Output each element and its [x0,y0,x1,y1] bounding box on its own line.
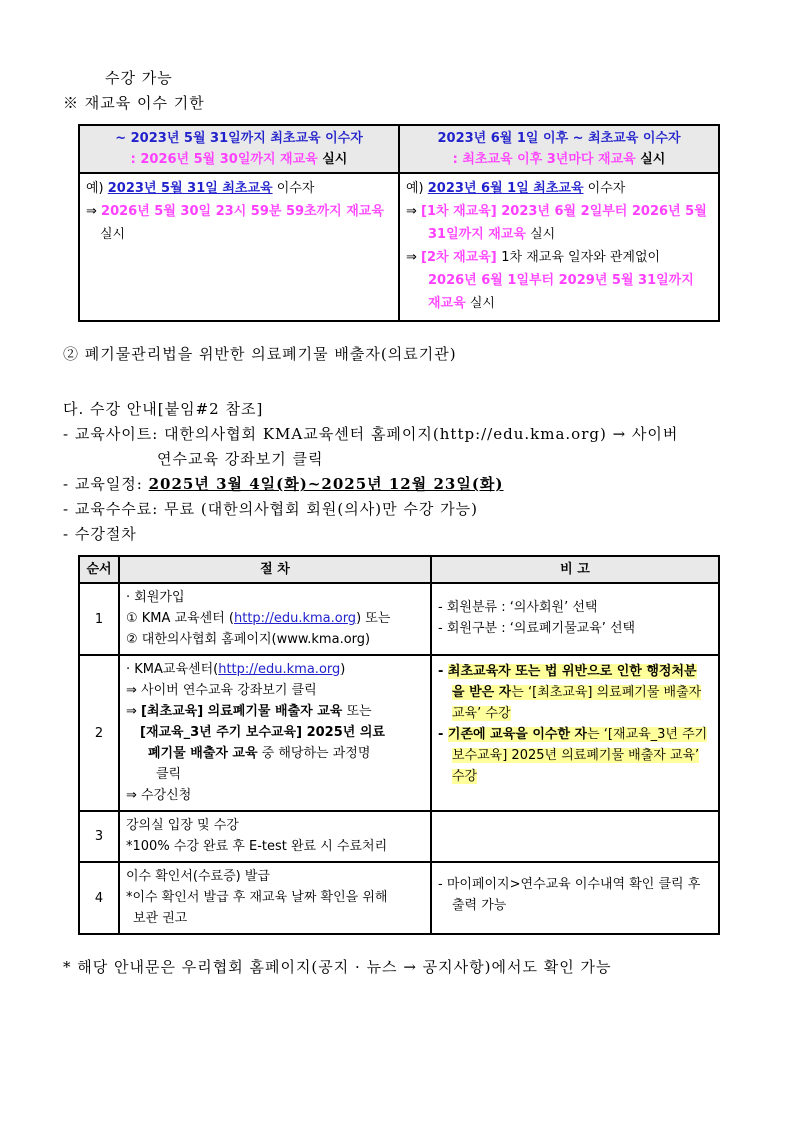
deadline-header-left-line2: : 2026년 5월 30일까지 재교육 실시 [130,152,348,167]
step3-note-cell [431,811,719,862]
procedure-line [126,608,426,629]
kma-edu-center-link[interactable]: http://edu.kma.org [234,611,357,626]
note-line: - 최초교육자 또는 법 위반으로 인한 행정처분 [438,664,697,679]
deadline-header-right-line2: : 최초교육 이후 3년마다 재교육 실시 [452,152,666,167]
column-header-note: 비 고 [431,556,719,583]
procedure-line: ⇒ [최초교육] 의료폐기물 배출자 교육 또는 [126,704,372,719]
column-header-order: 순서 [79,556,119,583]
note-line: 교육’ 수강 [452,706,511,721]
note-line: 수강 [452,769,478,784]
procedure-line: 보관 권고 [133,911,188,926]
table-row-step1 [79,583,719,655]
procedure-text: ) [340,662,346,677]
procedure-line: *100% 수강 완료 후 E-test 완료 시 수료처리 [126,839,388,854]
table-row [79,125,719,173]
step3-procedure-cell [119,811,431,862]
table-row [79,173,719,321]
procedure-line: 강의실 입장 및 수강 [126,818,239,833]
note-line: 보수교육] 2025년 의료폐기물 배출자 교육’ [452,748,700,763]
procedure-line: ⇒ 수강신청 [126,788,192,803]
example-line: 실시 [100,227,126,242]
example-line: 2026년 6월 1일부터 2029년 5월 31일까지 [428,273,694,288]
example-line: 재교육 실시 [428,296,495,311]
kma-edu-center-link[interactable]: http://edu.kma.org [218,662,341,677]
deadline-header-left [79,125,399,173]
table-row-step4 [79,862,719,934]
column-header-procedure: 절 차 [119,556,431,583]
step1-note-cell [431,583,719,655]
procedure-line: 이수 확인서(수료증) 발급 [126,869,270,884]
example-line: 예) 2023년 6월 1일 최초교육 이수자 [406,181,626,196]
education-site-line: - 교육사이트: 대한의사협회 KMA교육센터 홈페이지(http://edu.kma.org) → 사이버 [63,425,679,443]
note-line: - 회원분류 : ‘의사회원’ 선택 [438,600,598,615]
example-line: ⇒ [2차 재교육] 1차 재교육 일자와 관계없이 [406,250,661,265]
deadline-header-left-line1: ~ 2023년 5월 31일까지 최초교육 이수자 [115,131,363,146]
retraining-deadline-heading: ※ 재교육 이수 기한 [63,94,205,112]
note-line: 출력 가능 [452,898,507,913]
deadline-header-right [399,125,719,173]
course-procedure-table [78,555,720,935]
procedure-line: [재교육_3년 주기 보수교육] 2025년 의료 [140,725,385,740]
education-fee-line: - 교육수수료: 무료 (대한의사협회 회원(의사)만 수강 가능) [63,500,478,518]
table-header-row [79,556,719,583]
step2-procedure-cell [119,655,431,811]
step-number: 4 [79,862,119,934]
procedure-line: ② 대한의사협회 홈페이지(www.kma.org) [126,632,371,647]
note-line: 을 받은 자는 ‘[최초교육] 의료폐기물 배출자 [452,685,702,700]
education-schedule-line: - 교육일정: 2025년 3월 4일(화)~2025년 12월 23일(화) [63,475,504,493]
procedure-line: 폐기물 배출자 교육 중 해당하는 과정명 [148,746,371,761]
intro-continuation-line: 수강 가능 [105,69,173,87]
education-site-wrap-line: 연수교육 강좌보기 클릭 [157,450,324,468]
step-number: 3 [79,811,119,862]
note-line: - 회원구분 : ‘의료폐기물교육’ 선택 [438,621,636,636]
step-number: 2 [79,655,119,811]
deadline-example-left [79,173,399,321]
procedure-line [126,659,426,680]
procedure-text: ① KMA 교육센터 ( [126,611,234,626]
step2-note-cell [431,655,719,811]
step-number: 1 [79,583,119,655]
procedure-line: *이수 확인서 발급 후 재교육 날짜 확인을 위해 [126,890,388,905]
example-line: 예) 2023년 5월 31일 최초교육 이수자 [86,181,315,196]
procedure-line: · 회원가입 [126,590,185,605]
note-line: - 기존에 교육을 이수한 자는 ‘[재교육_3년 주기 [438,727,708,742]
retraining-deadline-table [78,124,720,322]
procedure-heading-line: - 수강절차 [63,525,137,543]
table-row-step2 [79,655,719,811]
deadline-example-right [399,173,719,321]
footer-notice-line: * 해당 안내문은 우리협회 홈페이지(공지 · 뉴스 → 공지사항)에서도 확인 가능 [63,958,612,976]
procedure-line: 클릭 [156,767,182,782]
violator-item-line: ② 폐기물관리법을 위반한 의료폐기물 배출자(의료기관) [63,345,457,363]
note-line: - 마이페이지>연수교육 이수내역 확인 클릭 후 [438,877,701,892]
example-line: ⇒ 2026년 5월 30일 23시 59분 59초까지 재교육 [86,204,384,219]
table-row-step3 [79,811,719,862]
guide-heading-line: 다. 수강 안내[붙임#2 참조] [63,400,264,418]
step4-note-cell [431,862,719,934]
example-line: ⇒ [1차 재교육] 2023년 6월 2일부터 2026년 5월 [406,204,707,219]
procedure-text: · KMA교육센터( [126,662,219,677]
deadline-header-right-line1: 2023년 6월 1일 이후 ~ 최초교육 이수자 [437,131,681,146]
step1-procedure-cell [119,583,431,655]
example-line: 31일까지 재교육 실시 [428,227,556,242]
step4-procedure-cell [119,862,431,934]
procedure-line: ⇒ 사이버 연수교육 강좌보기 클릭 [126,683,317,698]
procedure-text: ) 또는 [356,611,391,626]
document-content [63,66,725,980]
